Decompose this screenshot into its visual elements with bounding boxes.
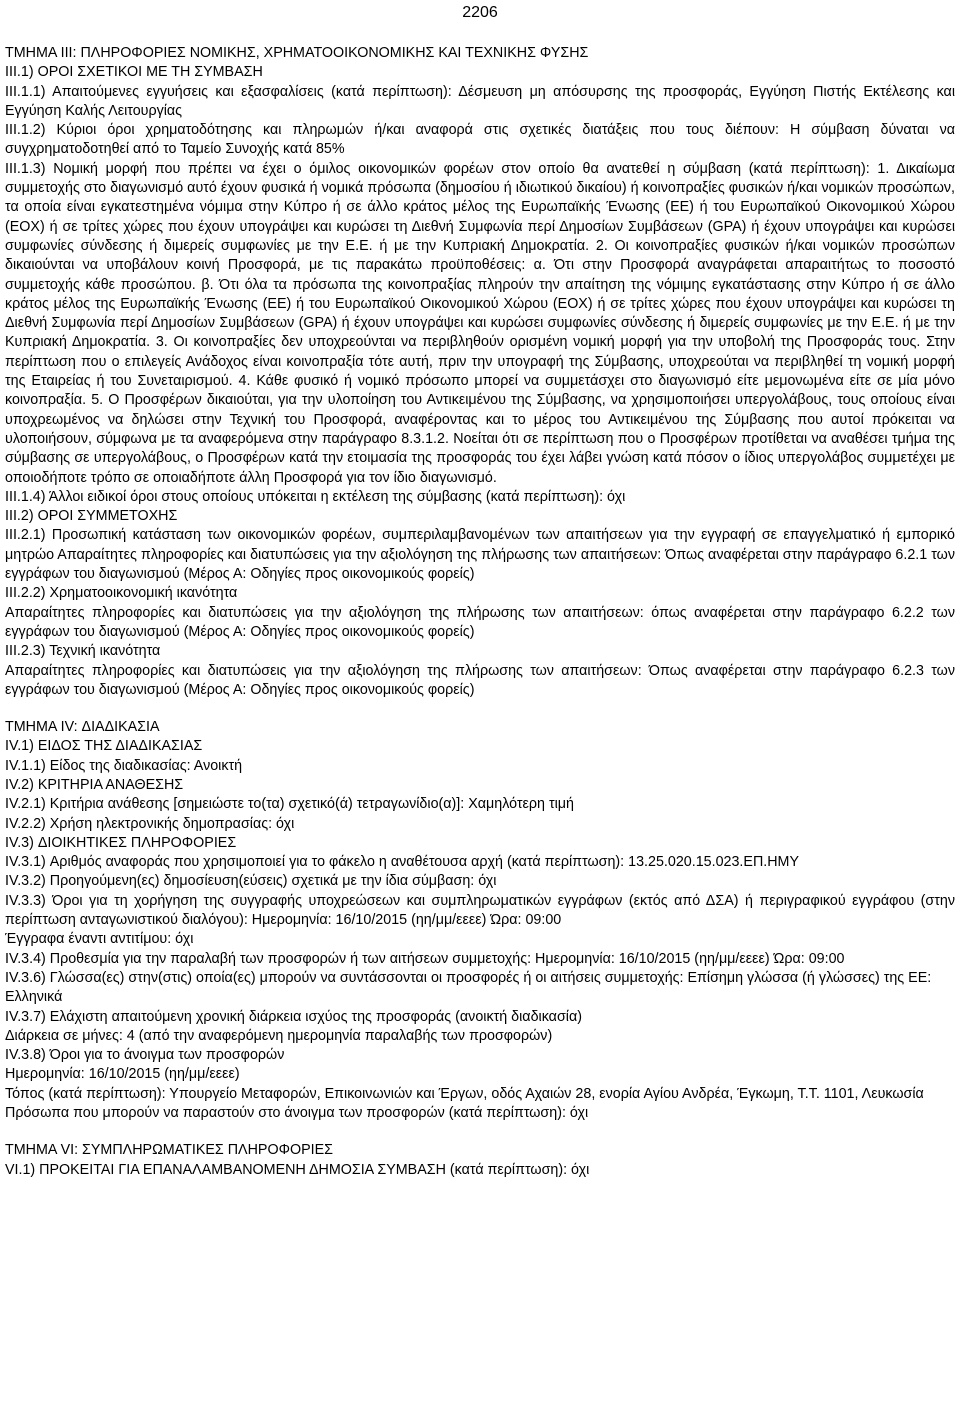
document-paragraph: Ημερομηνία: 16/10/2015 (ηη/μμ/εεεε) — [5, 1066, 240, 1083]
document-paragraph: Τόπος (κατά περίπτωση): Υπουργείο Μεταφορών, Επικοινωνιών και Έργων, οδός Αχαιών 28, ενορία Αγίου Ανδρέα, Έγκωμη, Τ.Τ. 1101, Λευκωσία — [5, 1085, 924, 1102]
document-paragraph: ΙΙΙ.1.3) Νομική μορφή που πρέπει να έχει ο όμιλος οικονομικών φορέων στον οποίο θα ανατεθεί η σύμβαση (κατά περίπτωση): 1. Δικαίωμα συμμετοχής στο διαγωνισμό αυτό έχουν φυσικά ή νομικά πρόσωπα (δημοσίου ή ιδιωτικού δικαίου) ή κοινοπραξίες φυσικών ή/και νομικών προσώπων, τα οποία είναι εγκατεστημένα νόμιμα στην Κύπρο ή σε άλλο κράτος μέλος της Ευρωπαϊκής Ένωσης (ΕΕ) ή του Ευρωπαϊκού Οικονομικού Χώρου (ΕΟΧ) ή σε τρίτες χώρες που έχουν υπογράψει και κυρώσει τη Διεθνή Συμφωνία περί Δημοσίων Συμβάσεων (GPA) ή έχουν υπογράψει και κυρώσει συμφωνίες σύνδεσης ή διμερείς συμφωνίες με την Ε.Ε. ή με την Κυπριακή Δημοκρατία. 2. Οι κοινοπραξίες φυσικών ή/και νομικών προσώπων δικαιούνται να υποβάλουν κοινή Προσφορά, με τις παρακάτω προϋποθέσεις: α. Ότι στην Προσφορά αναγράφεται απαραιτήτως το ποσοστό συμμετοχής κάθε προσώπου. β. Ότι όλα τα πρόσωπα της κοινοπραξίας πληρούν την απαίτηση της νόμιμης εγκατάστασης στην Κύπρο ή σε άλλο κράτος μέλος της Ευρωπαϊκής Ένωσης (ΕΕ) ή του Ευρωπαϊκού Οικονομικού Χώρου (ΕΟΧ) ή σε τρίτες χώρες που έχουν υπογράψει και κυρώσει τη Διεθνή Συμφωνία περί Δημοσίων Συμβάσεων (GPA) ή έχουν υπογράψει και κυρώσει συμφωνίες σύνδεσης ή διμερείς συμφωνίες με την Ε.Ε. ή με την Κυπριακή Δημοκρατία. 3. Οι κοινοπραξίες δεν υποχρεούνται να περιβληθούν ορισμένη νομική μορφή για την υποβολή της Προσφοράς τους. Στην περίπτωση που ο επιλεγείς Ανάδοχος είναι κοινοπραξία τότε αυτή, πριν την υπογραφή της Σύμβασης, υποχρεούται να περιβληθεί τη νομική μορφή της Εταιρείας ή του Συνεταιρισμού. 4. Κάθε φυσικό ή νομικό πρόσωπο μπορεί να συμμετάσχει στο διαγωνισμό είτε μεμονωμένα είτε σε μία μόνο κοινοπραξία. 5. Ο Προσφέρων δικαιούται, για την υλοποίηση του Αντικειμένου της Σύμβασης, να χρησιμοποιήσει υπεργολάβους, τους οποίους είναι υποχρεωμένος να δηλώσει στην Τεχνική του Προσφορά, αναφέροντας και το μέρος του Αντικειμένου της Σύμβασης που αυτοί πρόκειται να υλοποιήσουν, σύμφωνα με τα αναφερόμενα στην παράγραφο 8.3.1.2. Νοείται ότι σε περίπτωση που ο Προσφέρων προτίθεται να αναθέσει τμήμα της σύμβασης σε υπεργολάβους, ο Προσφέρων κατά την ετοιμασία της προσφοράς του έχει λάβει γνώση κατά πόσον ο ίδιος υπεργολάβος συμμετέχει με οποιοδήποτε τρόπο σε οποιαδήποτε άλλη Προσφορά για τον ίδιο διαγωνισμό. — [5, 160, 955, 486]
document-paragraph: ΙΙΙ.1.2) Κύριοι όροι χρηματοδότησης και πληρωμών ή/και αναφορά στις σχετικές διατάξεις που τους διέπουν: Η σύμβαση δύναται να συγχρηματοδοτηθεί από το Ταμείο Συνοχής κατά 85% — [5, 122, 955, 158]
document-paragraph: IV.3.1) Αριθμός αναφοράς που χρησιμοποιεί για το φάκελο η αναθέτουσα αρχή (κατά περίπτωση): 13.25.020.15.023.ΕΠ.ΗΜΥ — [5, 854, 800, 871]
document-paragraph: IV.3) ΔΙΟΙΚΗΤΙΚΕΣ ΠΛΗΡΟΦΟΡΙΕΣ — [5, 834, 237, 851]
document-paragraph: ΙΙΙ.2.2) Χρηματοοικονομική ικανότητα — [5, 585, 238, 602]
document-paragraph: ΙΙΙ.1.4) Άλλοι ειδικοί όροι στους οποίους υπόκειται η εκτέλεση της σύμβασης (κατά περίπτωση): όχι — [5, 488, 626, 505]
document-paragraph: IV.3.3) Όροι για τη χορήγηση της συγγραφής υποχρεώσεων και συμπληρωματικών εγγράφων (εκτός από ΔΣΑ) ή περιγραφικού εγγράφου (στην περίπτωση ανταγωνιστικού διαλόγου): Ημερομηνία: 16/10/2015 (ηη/μμ/εεεε) Ώρα: 09:00 — [5, 892, 955, 929]
document-paragraph: Πρόσωπα που μπορούν να παραστούν στο άνοιγμα των προσφορών (κατά περίπτωση): όχι — [5, 1105, 589, 1122]
document-paragraph: IV.3.7) Ελάχιστη απαιτούμενη χρονική διάρκεια ισχύος της προσφοράς (ανοικτή διαδικασία) — [5, 1008, 582, 1025]
document-paragraph: IV.3.6) Γλώσσα(ες) στην(στις) οποία(ες) μπορούν να συντάσσονται οι προσφορές ή οι αιτήσεις συμμετοχής: Επίσημη γλώσσα (ή γλώσσες) της ΕΕ: — [5, 969, 932, 986]
document-body — [5, 44, 955, 1180]
document-paragraph: ΙΙΙ.2.3) Τεχνική ικανότητα — [5, 643, 161, 660]
document-paragraph: ΤΜΗΜΑ IV: ΔΙΑΔΙΚΑΣΙΑ — [5, 719, 160, 736]
document-paragraph: ΤΜΗΜΑ III: ΠΛΗΡΟΦΟΡΙΕΣ ΝΟΜΙΚΗΣ, ΧΡΗΜΑΤΟΟΙΚΟΝΟΜΙΚΗΣ ΚΑΙ ΤΕΧΝΙΚΗΣ ΦΥΣΗΣ — [5, 45, 589, 61]
document-paragraph: ΙΙΙ.1) ΟΡΟΙ ΣΧΕΤΙΚΟΙ ΜΕ ΤΗ ΣΥΜΒΑΣΗ — [5, 64, 263, 81]
page-number: 2206 — [462, 4, 498, 21]
document-paragraph: ΙΙΙ.1.1) Απαιτούμενες εγγυήσεις και εξασφαλίσεις (κατά περίπτωση): Δέσμευση μη απόσυρσης της προσφοράς, Εγγύηση Πιστής Εκτέλεσης και Εγγύηση Καλής Λειτουργίας — [5, 83, 955, 119]
document-paragraph: Διάρκεια σε μήνες: 4 (από την αναφερόμενη ημερομηνία παραλαβής των προσφορών) — [5, 1027, 553, 1044]
document-paragraph: IV.1) ΕΙΔΟΣ ΤΗΣ ΔΙΑΔΙΚΑΣΙΑΣ — [5, 738, 203, 755]
document-paragraph: Απαραίτητες πληροφορίες και διατυπώσεις για την αξιολόγηση της πλήρωσης των απαιτήσεων: Όπως αναφέρεται στην παράγραφο 6.2.3 των εγγράφων του διαγωνισμού (Μέρος Α: Οδηγίες προς οικονομικούς φορείς) — [5, 662, 955, 698]
document-paragraph: ΙΙΙ.2) ΟΡΟΙ ΣΥΜΜΕΤΟΧΗΣ — [5, 508, 178, 525]
document-paragraph: IV.2.2) Χρήση ηλεκτρονικής δημοπρασίας: όχι — [5, 815, 295, 832]
document-paragraph: IV.3.8) Όροι για το άνοιγμα των προσφορών — [5, 1047, 285, 1064]
document-paragraph: IV.3.4) Προθεσμία για την παραλαβή των προσφορών ή των αιτήσεων συμμετοχής: Ημερομηνία: 16/10/2015 (ηη/μμ/εεεε) Ώρα: 09:00 — [5, 950, 845, 967]
document-paragraph: IV.1.1) Είδος της διαδικασίας: Ανοικτή — [5, 757, 243, 774]
document-paragraph: ΤΜΗΜΑ VI: ΣΥΜΠΛΗΡΩΜΑΤΙΚΕΣ ΠΛΗΡΟΦΟΡΙΕΣ — [5, 1142, 333, 1159]
document-paragraph: Έγγραφα έναντι αντιτίμου: όχι — [5, 931, 194, 948]
document-paragraph: IV.2.1) Κριτήρια ανάθεσης [σημειώστε το(τα) σχετικό(ά) τετραγωνίδιο(α)]: Χαμηλότερη τιμή — [5, 796, 574, 813]
document-paragraph: Ελληνικά — [5, 989, 63, 1006]
document-paragraph: ΙΙΙ.2.1) Προσωπική κατάσταση των οικονομικών φορέων, συμπεριλαμβανομένων των απαιτήσεων για την εγγραφή σε επαγγελματικό ή εμπορικό μητρώο Απαραίτητες πληροφορίες και διατυπώσεις για την αξιολόγηση της πλήρωσης των απαιτήσεων: Όπως αναφέρεται στην παράγραφο 6.2.1 των εγγράφων του διαγωνισμού (Μέρος Α: Οδηγίες προς οικονομικούς φορείς) — [5, 527, 955, 583]
document-paragraph: VI.1) ΠΡΟΚΕΙΤΑΙ ΓΙΑ ΕΠΑΝΑΛΑΜΒΑΝΟΜΕΝΗ ΔΗΜΟΣΙΑ ΣΥΜΒΑΣΗ (κατά περίπτωση): όχι — [5, 1161, 590, 1178]
document-paragraph: IV.2) ΚΡΙΤΗΡΙΑ ΑΝΑΘΕΣΗΣ — [5, 776, 184, 793]
document-paragraph: Απαραίτητες πληροφορίες και διατυπώσεις για την αξιολόγηση της πλήρωσης των απαιτήσεων: όπως αναφέρεται στην παράγραφο 6.2.2 των εγγράφων του διαγωνισμού (Μέρος Α: Οδηγίες προς οικονομικούς φορείς) — [5, 604, 955, 640]
document-paragraph: IV.3.2) Προηγούμενη(ες) δημοσίευση(εύσεις) σχετικά με την ίδια σύμβαση: όχι — [5, 873, 497, 890]
